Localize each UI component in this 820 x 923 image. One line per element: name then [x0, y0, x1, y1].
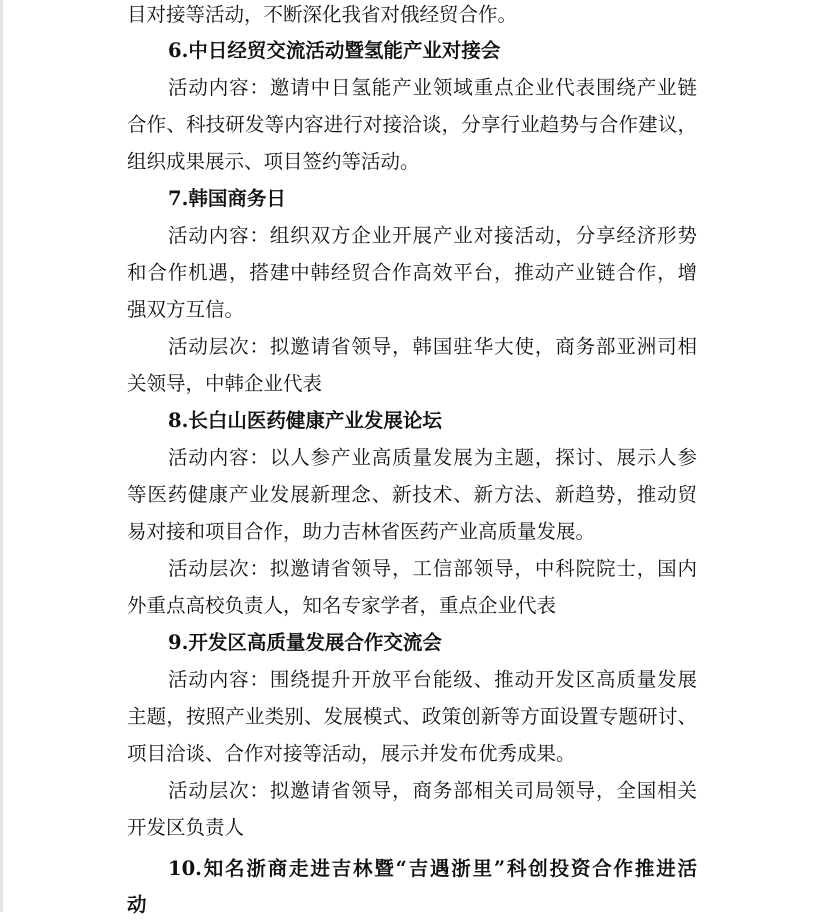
- paragraph-line: 主题，按照产业类别、发展模式、政策创新等方面设置专题研讨、: [127, 705, 697, 728]
- paragraph-line: 开发区负责人: [127, 816, 245, 839]
- paragraph-line: 项目洽谈、合作对接等活动，展示并发布优秀成果。: [127, 742, 576, 765]
- paragraph-line: 和合作机遇，搭建中韩经贸合作高效平台，推动产业链合作，增: [127, 261, 697, 284]
- paragraph-line: 活动内容：邀请中日氢能产业领域重点企业代表围绕产业链: [168, 76, 697, 99]
- section-heading-10: 10.知名浙商走进吉林暨“吉遇浙里”科创投资合作推进活: [168, 857, 697, 880]
- paragraph-line: 强双方互信。: [127, 298, 245, 321]
- paragraph-line: 合作、科技研发等内容进行对接洽谈，分享行业趋势与合作建议，: [127, 113, 697, 136]
- section-heading-10-continued: 动: [127, 893, 147, 916]
- paragraph-line: 活动内容：围绕提升开放平台能级、推动开发区高质量发展: [168, 668, 697, 691]
- paragraph-line: 关领导，中韩企业代表: [127, 372, 323, 395]
- paragraph-line: 活动层次：拟邀请省领导，韩国驻华大使，商务部亚洲司相: [168, 335, 697, 358]
- paragraph-line: 活动层次：拟邀请省领导，商务部相关司局领导，全国相关: [168, 779, 697, 802]
- section-heading-7: 7.韩国商务日: [168, 187, 286, 210]
- paragraph-line: 活动层次：拟邀请省领导，工信部领导，中科院院士，国内: [168, 557, 697, 580]
- paragraph-line: 组织成果展示、项目签约等活动。: [127, 150, 420, 173]
- section-heading-6: 6.中日经贸交流活动暨氢能产业对接会: [168, 39, 501, 62]
- section-heading-9: 9.开发区高质量发展合作交流会: [168, 631, 442, 654]
- paragraph-line: 目对接等活动，不断深化我省对俄经贸合作。: [127, 3, 518, 26]
- paragraph-line: 易对接和项目合作，助力吉林省医药产业高质量发展。: [127, 520, 596, 543]
- section-heading-8: 8.长白山医药健康产业发展论坛: [168, 409, 442, 432]
- paragraph-line: 等医药健康产业发展新理念、新技术、新方法、新趋势，推动贸: [127, 483, 697, 506]
- page-edge: [0, 0, 3, 912]
- paragraph-line: 活动内容：组织双方企业开展产业对接活动，分享经济形势: [168, 224, 697, 247]
- paragraph-line: 外重点高校负责人，知名专家学者，重点企业代表: [127, 594, 557, 617]
- paragraph-line: 活动内容：以人参产业高质量发展为主题，探讨、展示人参: [168, 446, 697, 469]
